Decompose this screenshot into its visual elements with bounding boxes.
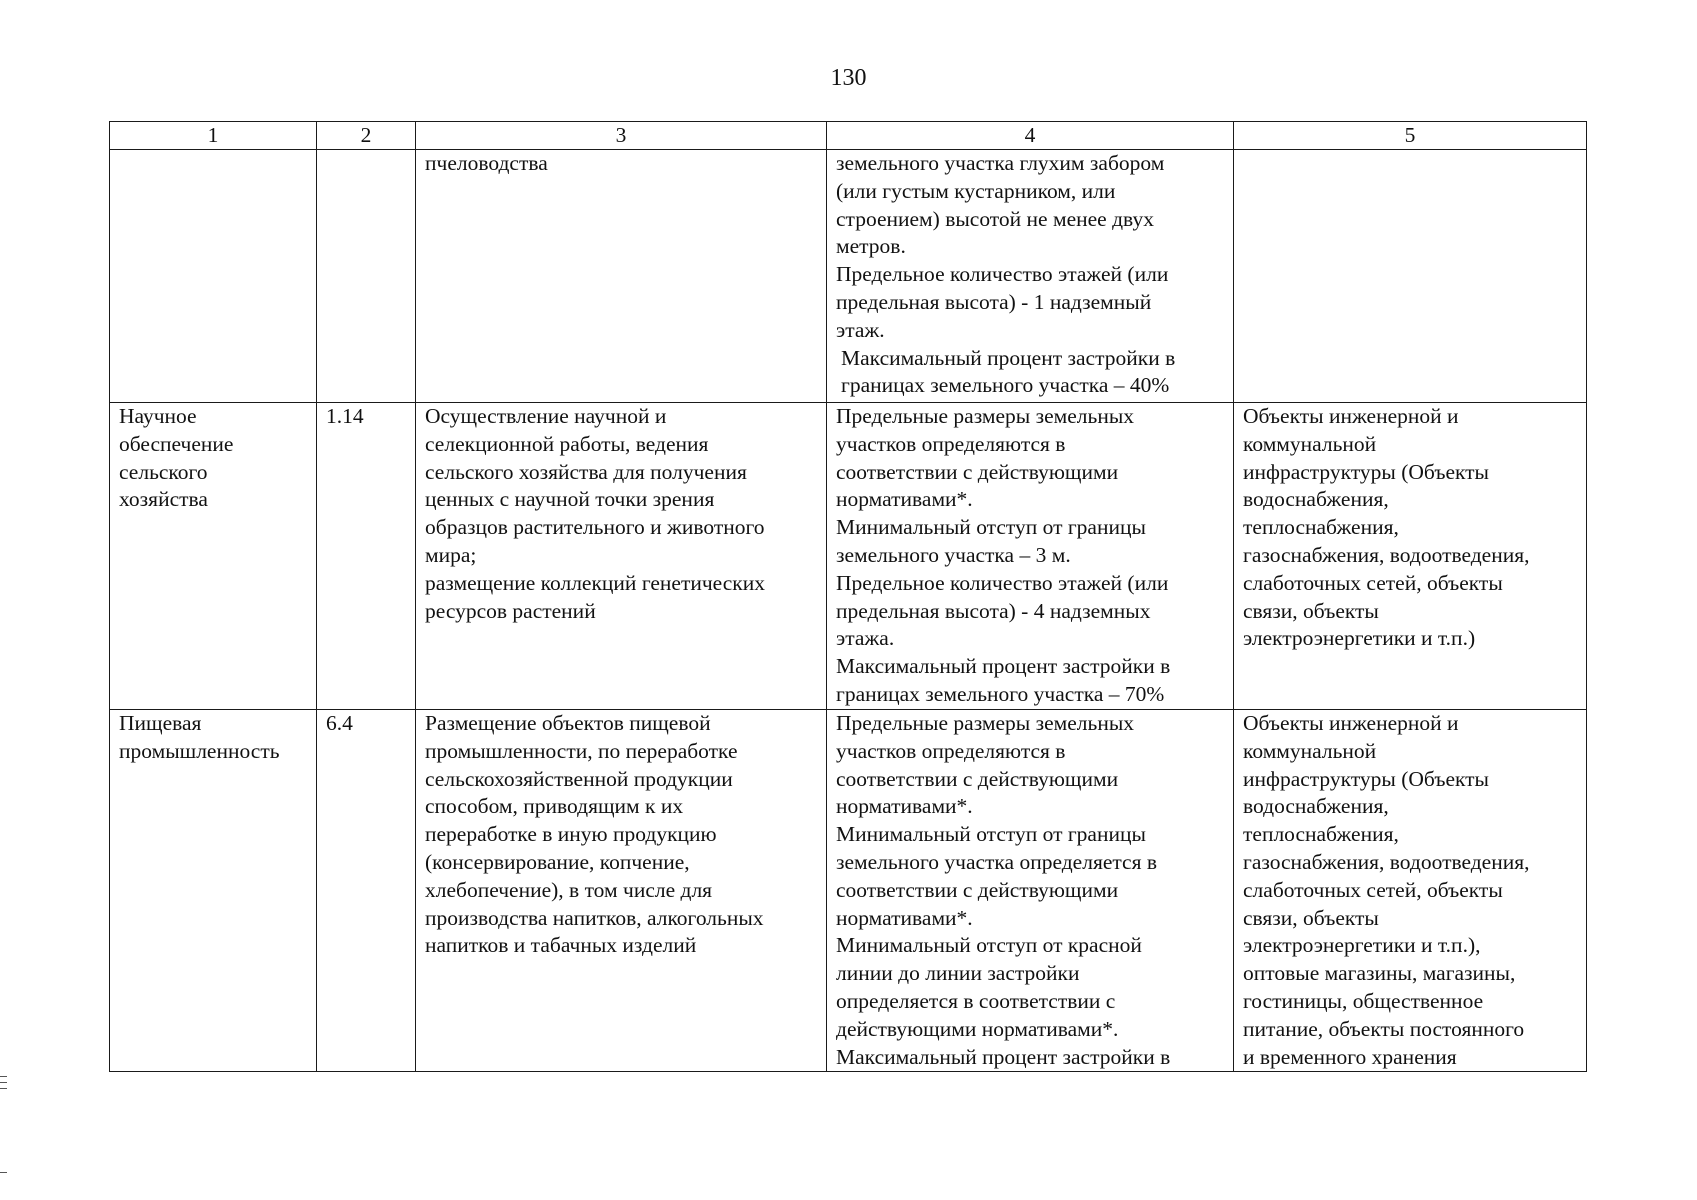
text-line: предельная высота) - 4 надземных (836, 598, 1151, 623)
text-line: границах земельного участка – 40% (841, 373, 1170, 398)
column-header-3: 3 (416, 122, 827, 150)
text-line: коммунальной (1243, 738, 1377, 763)
table-row (110, 150, 1587, 403)
text-line: селекционной работы, ведения (425, 431, 709, 456)
text-line: Объекты инженерной и (1243, 404, 1459, 428)
text-line: пчеловодства (425, 151, 548, 175)
use-code-cell (317, 403, 416, 710)
text-line: электроэнергетики и т.п.), (1243, 933, 1481, 958)
text-line: определяется в соответствии с (836, 988, 1116, 1013)
text-line: коммунальной (1243, 431, 1377, 456)
text-line: размещение коллекций генетических (425, 570, 765, 595)
text-line: Предельное количество этажей (или (836, 262, 1169, 287)
text-line: слаботочных сетей, объекты (1243, 570, 1503, 595)
text-line: Предельное количество этажей (или (836, 570, 1169, 595)
text-line: промышленности, по переработке (425, 738, 738, 763)
text-line: Минимальный отступ от границы (836, 515, 1146, 540)
text-line: границах земельного участка – 70% (836, 681, 1165, 706)
parameters-cell (827, 403, 1234, 710)
text-line: нормативами*. (836, 905, 973, 930)
table-row (110, 403, 1587, 710)
text-line: связи, объекты (1243, 598, 1379, 623)
text-line: ресурсов растений (425, 598, 596, 623)
use-type-cell (110, 150, 317, 403)
text-line: участков определяются в (836, 431, 1066, 456)
text-line: способом, приводящим к их (425, 794, 684, 819)
text-line: земельного участка определяется в (836, 849, 1157, 874)
column-header-5: 5 (1234, 122, 1587, 150)
text-line: Научное (119, 404, 197, 428)
text-line: (консервирование, копчение, (425, 849, 690, 874)
text-line: Минимальный отступ от красной (836, 933, 1142, 958)
table-row (110, 710, 1587, 1072)
text-line: хозяйства (119, 487, 208, 512)
text-line: Предельные размеры земельных (836, 711, 1135, 735)
text-line: теплоснабжения, (1243, 822, 1399, 847)
text-line: образцов растительного и животного (425, 515, 765, 540)
scan-margin-mark (0, 1076, 7, 1077)
scan-margin-mark (0, 1172, 7, 1173)
auxiliary-uses-cell (1234, 710, 1587, 1072)
text-line: гостиницы, общественное (1243, 988, 1484, 1013)
text-line: этажа. (836, 626, 895, 651)
text-line: (или густым кустарником, или (836, 178, 1116, 203)
text-line: инфраструктуры (Объекты (1243, 459, 1490, 484)
land-use-table (109, 121, 1587, 1072)
text-line: участков определяются в (836, 738, 1066, 763)
text-line: соответствии с действующими (836, 459, 1119, 484)
column-header-2: 2 (317, 122, 416, 150)
text-line: водоснабжения, (1243, 487, 1389, 512)
use-description-cell (416, 403, 827, 710)
text-line: сельскохозяйственной продукции (425, 766, 733, 791)
text-line: Минимальный отступ от границы (836, 822, 1146, 847)
auxiliary-uses-cell (1234, 150, 1587, 403)
text-line: метров. (836, 234, 906, 259)
scan-margin-mark (0, 1088, 7, 1089)
text-line: 1.14 (326, 404, 364, 428)
text-line: Максимальный процент застройки в (836, 1044, 1171, 1069)
text-line: линии до линии застройки (836, 961, 1080, 986)
text-line: газоснабжения, водоотведения, (1243, 542, 1530, 567)
text-line: Максимальный процент застройки в (836, 654, 1171, 679)
text-line: этаж. (836, 317, 885, 342)
use-type-cell (110, 403, 317, 710)
text-line: земельного участка – 3 м. (836, 542, 1071, 567)
text-line: сельского хозяйства для получения (425, 459, 747, 484)
text-line: и временного хранения (1243, 1044, 1457, 1069)
text-line: газоснабжения, водоотведения, (1243, 849, 1530, 874)
column-header-1: 1 (110, 122, 317, 150)
auxiliary-uses-cell (1234, 403, 1587, 710)
text-line: нормативами*. (836, 794, 973, 819)
text-line: соответствии с действующими (836, 877, 1119, 902)
text-line: оптовые магазины, магазины, (1243, 961, 1516, 986)
use-code-cell (317, 150, 416, 403)
text-line: мира; (425, 542, 477, 567)
text-line: строением) высотой не менее двух (836, 206, 1154, 231)
header-row (110, 122, 1587, 150)
text-line: 6.4 (326, 711, 353, 735)
text-line: напитков и табачных изделий (425, 933, 697, 958)
use-type-cell (110, 710, 317, 1072)
text-line: Пищевая (119, 711, 202, 735)
text-line: связи, объекты (1243, 905, 1379, 930)
text-line: переработке в иную продукцию (425, 822, 717, 847)
text-line: теплоснабжения, (1243, 515, 1399, 540)
text-line: Объекты инженерной и (1243, 711, 1459, 735)
use-description-cell (416, 150, 827, 403)
text-line: водоснабжения, (1243, 794, 1389, 819)
text-line: Размещение объектов пищевой (425, 711, 711, 735)
text-line: промышленность (119, 738, 280, 763)
parameters-cell (827, 150, 1234, 403)
text-line: хлебопечение), в том числе для (425, 877, 713, 902)
text-line: действующими нормативами*. (836, 1016, 1119, 1041)
parameters-cell (827, 710, 1234, 1072)
scan-margin-mark (0, 1082, 7, 1083)
text-line: Предельные размеры земельных (836, 404, 1135, 428)
column-header-4: 4 (827, 122, 1234, 150)
text-line: предельная высота) - 1 надземный (836, 289, 1152, 314)
text-line: ценных с научной точки зрения (425, 487, 715, 512)
page-number: 130 (830, 65, 867, 91)
text-line: нормативами*. (836, 487, 973, 512)
text-line: инфраструктуры (Объекты (1243, 766, 1490, 791)
text-line: сельского (119, 459, 208, 484)
text-line: электроэнергетики и т.п.) (1243, 626, 1476, 651)
use-code-cell (317, 710, 416, 1072)
text-line: обеспечение (119, 431, 234, 456)
use-description-cell (416, 710, 827, 1072)
text-line: Осуществление научной и (425, 404, 667, 428)
text-line: земельного участка глухим забором (836, 151, 1165, 175)
text-line: питание, объекты постоянного (1243, 1016, 1525, 1041)
text-line: Максимальный процент застройки в (841, 345, 1176, 370)
text-line: соответствии с действующими (836, 766, 1119, 791)
text-line: слаботочных сетей, объекты (1243, 877, 1503, 902)
text-line: производства напитков, алкогольных (425, 905, 764, 930)
